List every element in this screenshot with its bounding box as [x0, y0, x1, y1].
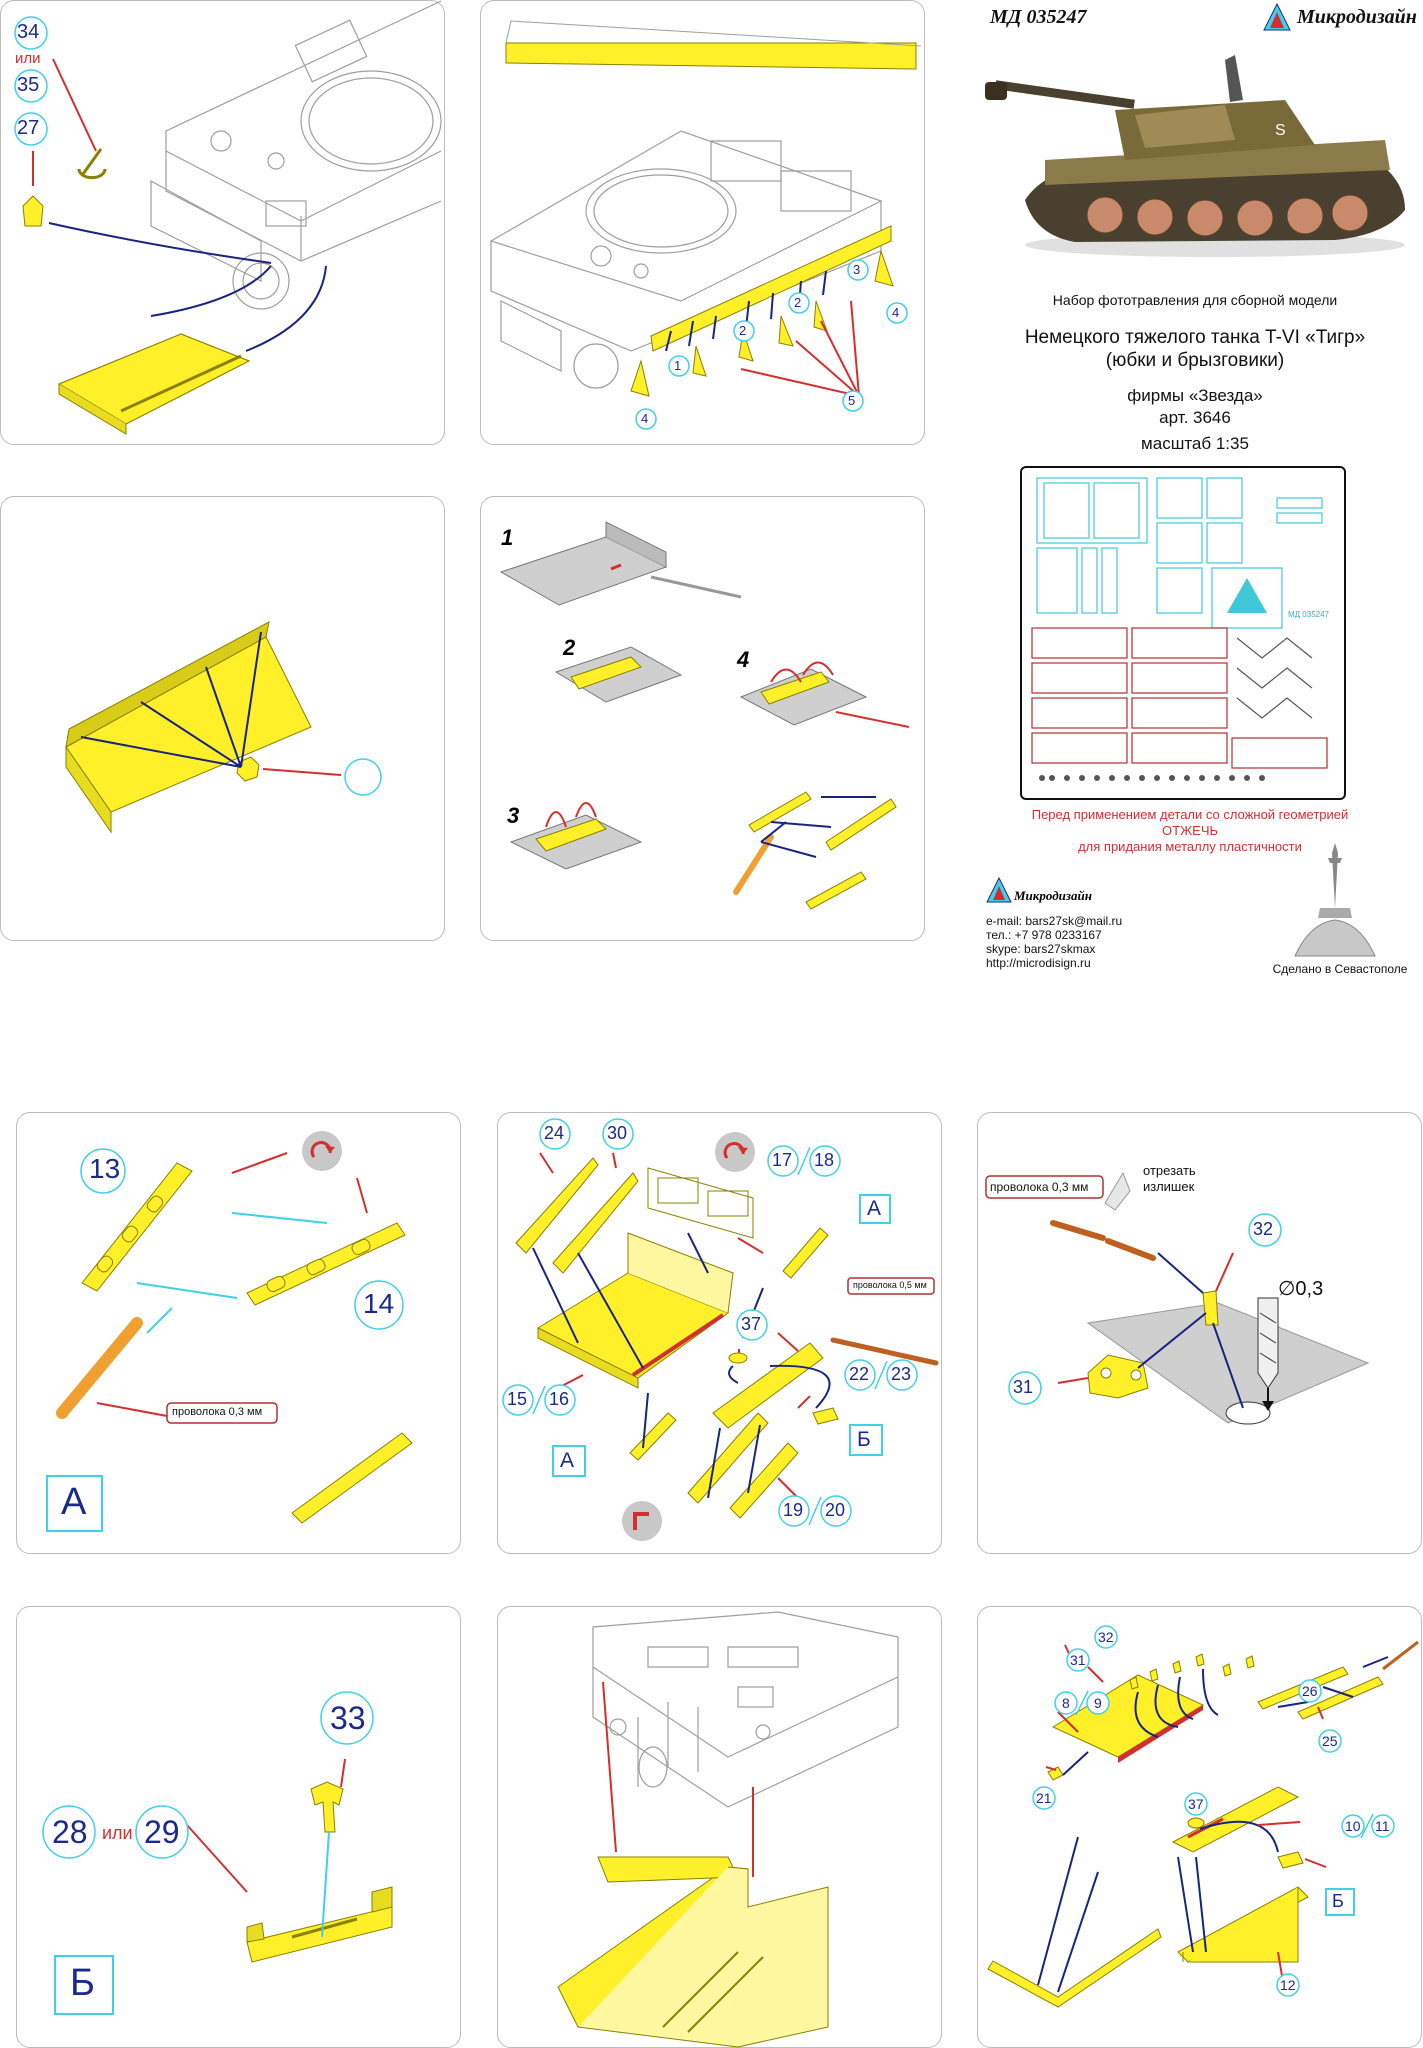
- tiger-tank-photo: [985, 30, 1415, 260]
- step-panel-hinge-A: [16, 1112, 461, 1554]
- set-title-line1: Немецкого тяжелого танка T-VI «Тигр»: [1024, 327, 1366, 348]
- label-37: 37: [1188, 1796, 1204, 1812]
- label-22: 22: [849, 1364, 870, 1384]
- label-26: 26: [1302, 1683, 1318, 1699]
- contact-brand: Микродизайн: [1014, 888, 1092, 903]
- step4-plate: [741, 663, 909, 728]
- step-panel-hull-front-fenders: [0, 0, 445, 445]
- callout-36: [345, 759, 381, 795]
- diameter-label: ∅0,3: [1278, 1278, 1324, 1300]
- mudguard-assembly-drawing: [498, 1113, 941, 1553]
- label-20: 20: [825, 1500, 846, 1520]
- wire-label: проволока 0,3 мм: [990, 1180, 1089, 1194]
- label-31: 31: [1070, 1652, 1086, 1668]
- hinge-parts: [749, 792, 896, 909]
- part-31: [1088, 1355, 1148, 1398]
- skirt-strip: [506, 21, 921, 69]
- bracket-plate: [247, 1887, 392, 1962]
- step-label-4: 4: [737, 647, 750, 672]
- step1-plate: [501, 522, 741, 605]
- label-23: 23: [891, 1364, 912, 1384]
- warning-line1: Перед применением детали со сложной геометрией: [1031, 807, 1349, 822]
- label-27: 27: [17, 117, 40, 139]
- contact-logo: [985, 876, 1013, 904]
- step-panel-side-skirts: [480, 0, 925, 445]
- fender-box: [66, 622, 311, 832]
- hinge-A-lower: [630, 1413, 676, 1460]
- ring-37: [729, 1353, 747, 1363]
- letter-B: Б: [70, 1962, 95, 2004]
- label-17: 17: [772, 1150, 793, 1170]
- label-24: 24: [544, 1123, 565, 1143]
- strut-12: [1178, 1887, 1308, 1962]
- label-15: 15: [507, 1389, 528, 1409]
- drill-bit-icon: [1258, 1298, 1278, 1388]
- box-B-label: Б: [1332, 1891, 1344, 1911]
- label-18: 18: [814, 1150, 835, 1170]
- set-maker: фирмы «Звезда»: [1127, 386, 1263, 405]
- fret-brand-mark: [1227, 578, 1267, 613]
- step-panel-hinge-bending: [480, 496, 925, 941]
- step-label-2: 2: [563, 635, 576, 660]
- label-3: 3: [853, 262, 861, 277]
- fender-plate-8-9: [1053, 1675, 1203, 1763]
- label-21: 21: [1036, 1790, 1052, 1806]
- excess-cut-mark: [1105, 1173, 1130, 1210]
- label-37: 37: [741, 1314, 762, 1334]
- cut-label-1: отрезать: [1143, 1163, 1196, 1178]
- wire-piece-1: [1053, 1223, 1103, 1238]
- photo-etch-fret: [1020, 466, 1346, 800]
- bracket-B: [813, 1408, 838, 1424]
- step-label-3: 3: [507, 803, 520, 828]
- contact-skype: skype: bars27skmax: [986, 942, 1096, 956]
- label-34: 34: [17, 21, 40, 43]
- label-31: 31: [1013, 1377, 1034, 1397]
- step-panel-drill-pin: [977, 1112, 1422, 1554]
- fret-code: МД 035247: [1288, 610, 1329, 619]
- contact-site[interactable]: http://microdisign.ru: [986, 956, 1091, 970]
- rotate-icon: [715, 1132, 755, 1172]
- label-9: 9: [1094, 1695, 1102, 1711]
- rotate-icon: [302, 1131, 342, 1171]
- label-or: или: [15, 50, 41, 67]
- label-16: 16: [549, 1389, 570, 1409]
- step-panel-rear-mudguard-install: [497, 1606, 942, 2048]
- hinge-assembled: [292, 1433, 412, 1523]
- fret-parts-drawing: [1022, 468, 1344, 798]
- letter-A: А: [61, 1481, 87, 1523]
- kit-code: МД 035247: [990, 6, 1087, 28]
- label-2a: 2: [739, 323, 747, 338]
- bend-90-icon: [622, 1501, 662, 1541]
- label-4a: 4: [892, 305, 900, 320]
- label-32: 32: [1098, 1629, 1114, 1645]
- warning-line3: для придания металлу пластичности: [1078, 839, 1302, 854]
- step-panel-fender-bracket: [0, 496, 445, 941]
- label-13: 13: [89, 1153, 121, 1184]
- wire-label: проволока 0,5 мм: [853, 1280, 927, 1290]
- sevastopol-monument-icon: [1290, 838, 1380, 958]
- label-25: 25: [1322, 1733, 1338, 1749]
- step-panel-fender-final: [977, 1606, 1422, 2048]
- hinge-A-upper: [783, 1228, 828, 1278]
- wire-label: проволока 0,3 мм: [172, 1406, 263, 1418]
- label-29: 29: [144, 1814, 180, 1850]
- label-4b: 4: [641, 411, 649, 426]
- rear-mudguard-assembly: [558, 1857, 828, 2047]
- label-35: 35: [17, 74, 40, 96]
- label-2b: 2: [794, 295, 802, 310]
- box-B-label: Б: [857, 1428, 871, 1451]
- drill-pin-drawing: [978, 1113, 1421, 1553]
- wire-rod-0-5: [833, 1340, 936, 1363]
- label-8: 8: [1062, 1695, 1070, 1711]
- wire-rod-0-3: [62, 1323, 137, 1413]
- box-A-upper-label: А: [867, 1197, 882, 1220]
- set-article: арт. 3646: [1159, 408, 1231, 427]
- contact-email[interactable]: e-mail: bars27sk@mail.ru: [986, 914, 1123, 928]
- part-32: [1203, 1291, 1218, 1325]
- label-19: 19: [783, 1500, 804, 1520]
- warning-line2: ОТЖЕЧЬ: [1161, 823, 1219, 838]
- made-in: Сделано в Севастополе: [1272, 962, 1408, 976]
- step-label-1: 1: [501, 525, 514, 550]
- brand-name: Микродизайн: [1297, 6, 1417, 28]
- hinge-bending-steps: [481, 497, 924, 940]
- set-subtitle: Набор фототравления для сборной модели: [1052, 292, 1338, 308]
- brand-logo: [1262, 2, 1292, 32]
- step-panel-bracket-B: [16, 1606, 461, 2048]
- cut-label-2: излишек: [1143, 1179, 1195, 1194]
- box-A-lower-label: А: [560, 1449, 575, 1472]
- step3-plate: [511, 803, 641, 869]
- contact-phone: тел.: +7 978 0233167: [986, 928, 1102, 942]
- part-36: [237, 757, 259, 781]
- hull-side-drawing: [481, 1, 924, 444]
- step-panel-mudguard-assembly: [497, 1112, 942, 1554]
- fender-assembly-drawing: [1, 497, 444, 940]
- label-12: 12: [1280, 1977, 1296, 1993]
- label-11: 11: [1375, 1818, 1390, 1834]
- label-30: 30: [607, 1123, 628, 1143]
- label-or: или: [102, 1823, 133, 1843]
- ring-37: [1188, 1818, 1204, 1828]
- svg-text:S: S: [1275, 122, 1286, 139]
- label-33: 33: [330, 1700, 366, 1736]
- part-33: [311, 1782, 343, 1832]
- label-10: 10: [1345, 1818, 1361, 1834]
- rear-hull-drawing: [498, 1607, 941, 2047]
- hull-front-drawing: [1, 1, 444, 444]
- label-32: 32: [1253, 1219, 1274, 1239]
- fender-plate: [59, 334, 249, 434]
- wire-piece-2: [1108, 1241, 1153, 1258]
- set-title-line2: (юбки и брызговики): [1105, 350, 1285, 371]
- label-14: 14: [363, 1288, 395, 1319]
- frame-17-18: [648, 1168, 753, 1238]
- label-1: 1: [674, 358, 682, 373]
- wire-rod: [736, 837, 771, 892]
- set-scale: масштаб 1:35: [1141, 434, 1249, 453]
- drill-hole: [1226, 1402, 1270, 1424]
- hook-part: [79, 149, 105, 178]
- bracket-B: [1278, 1852, 1303, 1868]
- bracket-27: [23, 196, 43, 226]
- label-28: 28: [52, 1814, 88, 1850]
- label-5: 5: [848, 393, 856, 408]
